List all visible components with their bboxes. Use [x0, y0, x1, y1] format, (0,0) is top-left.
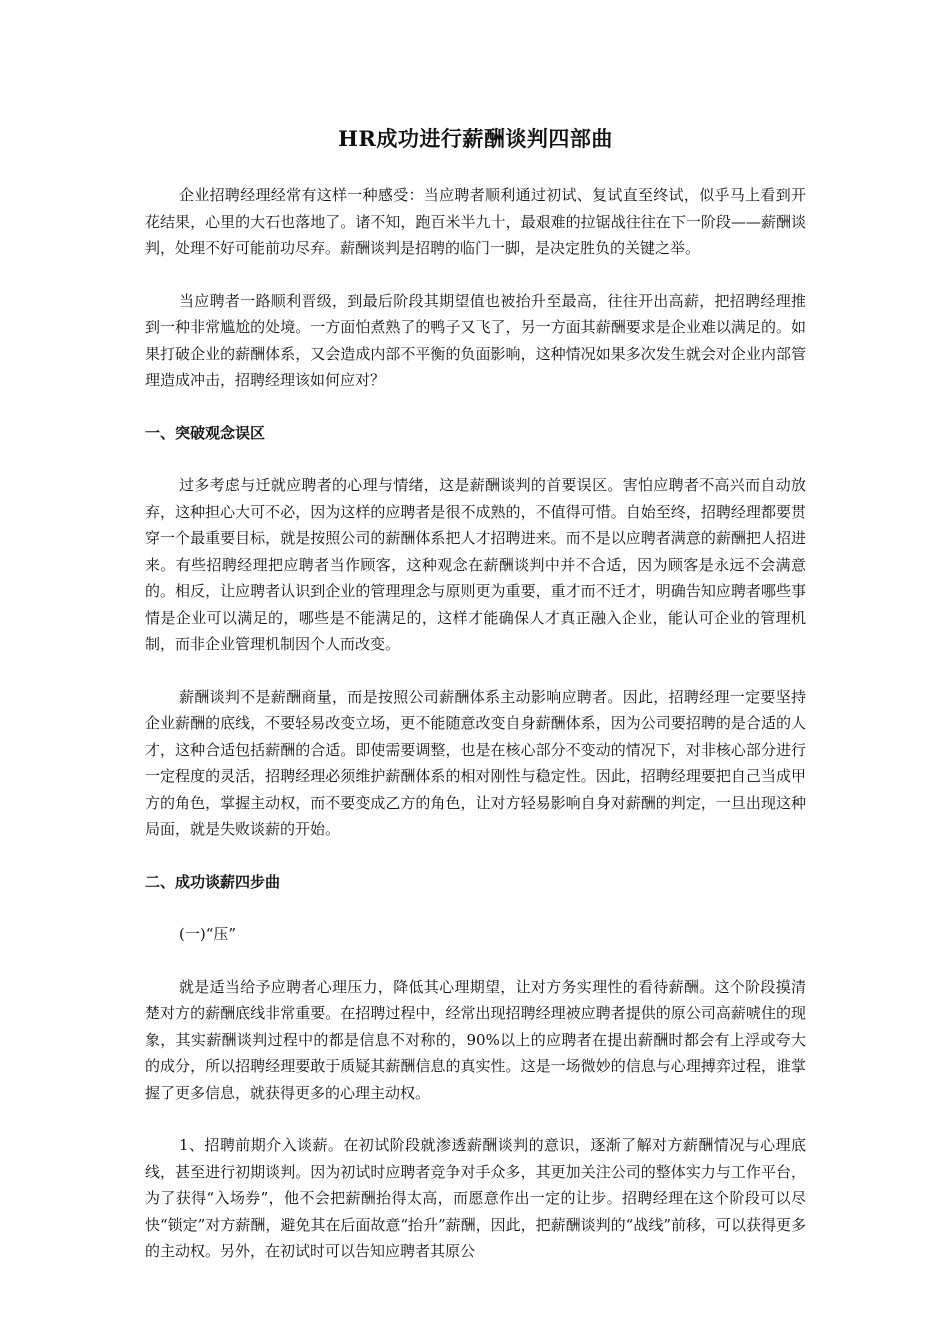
document-page	[145, 124, 806, 1291]
paragraph: 企业招聘经理经常有这样一种感受：当应聘者顺利通过初试、复试直至终试，似乎马上看到开花结果，心里的大石也落地了。诸不知，跑百米半九十，最艰难的拉锯战往往在下一阶段——薪酬谈判，处理不好可能前功尽弃。薪酬谈判是招聘的临门一脚，是决定胜负的关键之举。	[145, 186, 806, 257]
paragraph: 1、招聘前期介入谈薪。在初试阶段就渗透薪酬谈判的意识，逐渐了解对方薪酬情况与心理底线，甚至进行初期谈判。因为初试时应聘者竞争对手众多，其更加关注公司的整体实力与工作平台，为了获得“入场券”，他不会把薪酬抬得太高，而愿意作出一定的让步。招聘经理在这个阶段可以尽快“锁定”对方薪酬，避免其在后面故意“抬升”薪酬，因此，把薪酬谈判的“战线”前移，可以获得更多的主动权。另外，在初试时可以告知应聘者其原公	[145, 1136, 807, 1260]
section-heading: 二、成功谈薪四步曲	[145, 872, 281, 891]
paragraph: 薪酬谈判不是薪酬商量，而是按照公司薪酬体系主动影响应聘者。因此，招聘经理一定要坚持企业薪酬的底线，不要轻易改变立场，更不能随意改变自身薪酬体系，因为公司要招聘的是合适的人才，这种合适包括薪酬的合适。即使需要调整，也是在核心部分不变动的情况下，对非核心部分进行一定程度的灵活，招聘经理必须维护薪酬体系的相对刚性与稳定性。因此，招聘经理要把自己当成甲方的角色，掌握主动权，而不要变成乙方的角色，让对方轻易影响自身对薪酬的判定，一旦出现这种局面，就是失败谈薪的开始。	[145, 687, 806, 838]
paragraph: 过多考虑与迁就应聘者的心理与情绪，这是薪酬谈判的首要误区。害怕应聘者不高兴而自动放弃，这种担心大可不必，因为这样的应聘者是很不成熟的，不值得可惜。自始至终，招聘经理都要贯穿一个最重要目标，就是按照公司的薪酬体系把人才招聘进来。而不是以应聘者满意的薪酬把人招进来。有些招聘经理把应聘者当作顾客，这种观念在薪酬谈判中并不合适，因为顾客是永远不会满意的。相反，让应聘者认识到企业的管理理念与原则更为重要，重才而不迁才，明确告知应聘者哪些事情是企业可以满足的，哪些是不能满足的，这样才能确保人才真正融入企业，能认可企业的管理机制，而非企业管理机制因个人而改变。	[145, 476, 806, 653]
paragraph: 就是适当给予应聘者心理压力，降低其心理期望，让对方务实理性的看待薪酬。这个阶段摸清楚对方的薪酬底线非常重要。在招聘过程中，经常出现招聘经理被应聘者提供的原公司高薪唬住的现象，其实薪酬谈判过程中的都是信息不对称的，90%以上的应聘者在提出薪酬时都会有上浮或夸大的成分，所以招聘经理要敢于质疑其薪酬信息的真实性。这是一场微妙的信息与心理搏弈过程，谁掌握了更多信息，就获得更多的心理主动权。	[145, 977, 806, 1102]
section-heading: 一、突破观念误区	[145, 423, 266, 442]
paragraph: 当应聘者一路顺利晋级，到最后阶段其期望值也被抬升至最高，往往开出高薪，把招聘经理推到一种非常尴尬的处境。一方面怕煮熟了的鸭子又飞了，另一方面其薪酬要求是企业难以满足的。如果打破企业的薪酬体系，又会造成内部不平衡的负面影响，这种情况如果多次发生就会对企业内部管理造成冲击，招聘经理该如何应对？	[145, 291, 806, 389]
document-title: HR成功进行薪酬谈判四部曲	[338, 126, 613, 151]
subsection-heading: (一)“压”	[179, 925, 237, 943]
